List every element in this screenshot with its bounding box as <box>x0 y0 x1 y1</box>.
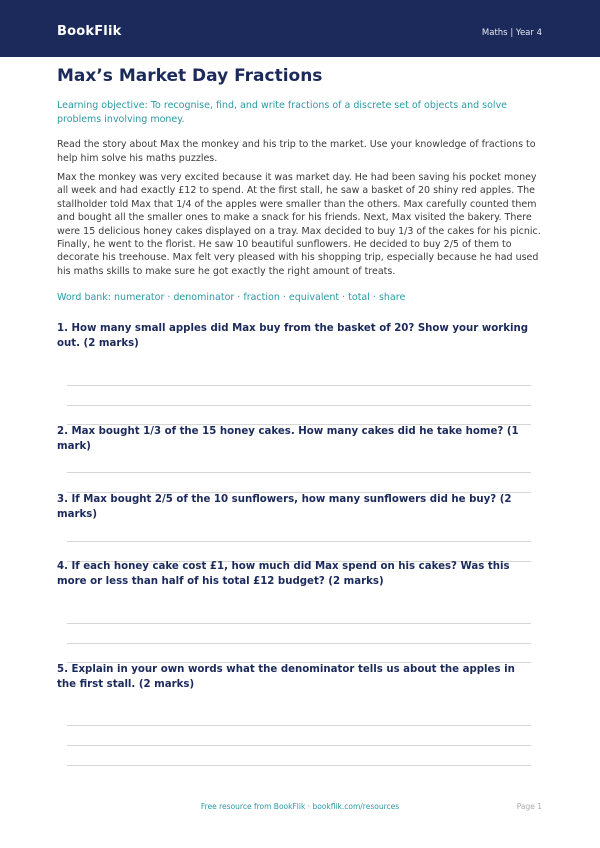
question-4: 4. If each honey cake cost £1, how much did Max spend on his cakes? Was this more or less than half of his total £12 budget? (2 marks) <box>57 561 510 587</box>
subject-year-label: Maths | Year 4 <box>481 28 542 38</box>
story-paragraph: Max the monkey was very excited because it was market day. He had been saving his pocket money all week and had exactly £12 to spend. At the first stall, he saw a basket of 20 shiny red apples. The stallholder told Max that 1/4 of the apples were smaller than the others. Max carefully counted them and bought all the smaller ones to make a snack for his friends. Next, Max visited the bakery. There were 15 delicious honey cakes displayed on a tray. Max decided to buy 1/3 of the cakes for his picnic. Finally, he went to the florist. He saw 10 beautiful sunflowers. He decided to buy 2/5 of them to decorate his treehouse. Max felt very pleased with his shopping trip, especially because he had used his maths skills to make sure he got exactly the right amount of treats. <box>57 172 541 277</box>
question-1: 1. How many small apples did Max buy from the basket of 20? Show your working out. (2 marks) <box>57 323 529 349</box>
answer-line[interactable] <box>67 405 531 406</box>
answer-line[interactable] <box>67 725 531 726</box>
learning-objective: Learning objective: To recognise, find, and write fractions of a discrete set of objects and solve problems involving money. <box>57 100 508 125</box>
answer-line[interactable] <box>67 765 531 766</box>
page-number: Page 1 <box>516 802 542 811</box>
answer-line[interactable] <box>67 623 531 624</box>
word-bank: Word bank: numerator · denominator · fraction · equivalent · total · share <box>57 292 406 303</box>
intro-paragraph: Read the story about Max the monkey and his trip to the market. Use your knowledge of fractions to help him solve his maths puzzles. <box>57 139 536 164</box>
answer-line[interactable] <box>67 472 531 473</box>
header-bar <box>0 0 600 57</box>
answer-line[interactable] <box>67 385 531 386</box>
answer-line[interactable] <box>67 643 531 644</box>
worksheet-title: Max’s Market Day Fractions <box>57 66 323 86</box>
question-3: 3. If Max bought 2/5 of the 10 sunflowers, how many sunflowers did he buy? (2 marks) <box>57 494 512 520</box>
brand-logo-text[interactable]: BookFlik <box>57 24 122 39</box>
question-2: 2. Max bought 1/3 of the 15 honey cakes. How many cakes did he take home? (1 mark) <box>57 426 519 452</box>
footer-link[interactable]: Free resource from BookFlik · bookflik.com/resources <box>200 802 400 811</box>
answer-line[interactable] <box>67 745 531 746</box>
question-5: 5. Explain in your own words what the denominator tells us about the apples in the first stall. (2 marks) <box>57 664 515 690</box>
answer-line[interactable] <box>67 541 531 542</box>
